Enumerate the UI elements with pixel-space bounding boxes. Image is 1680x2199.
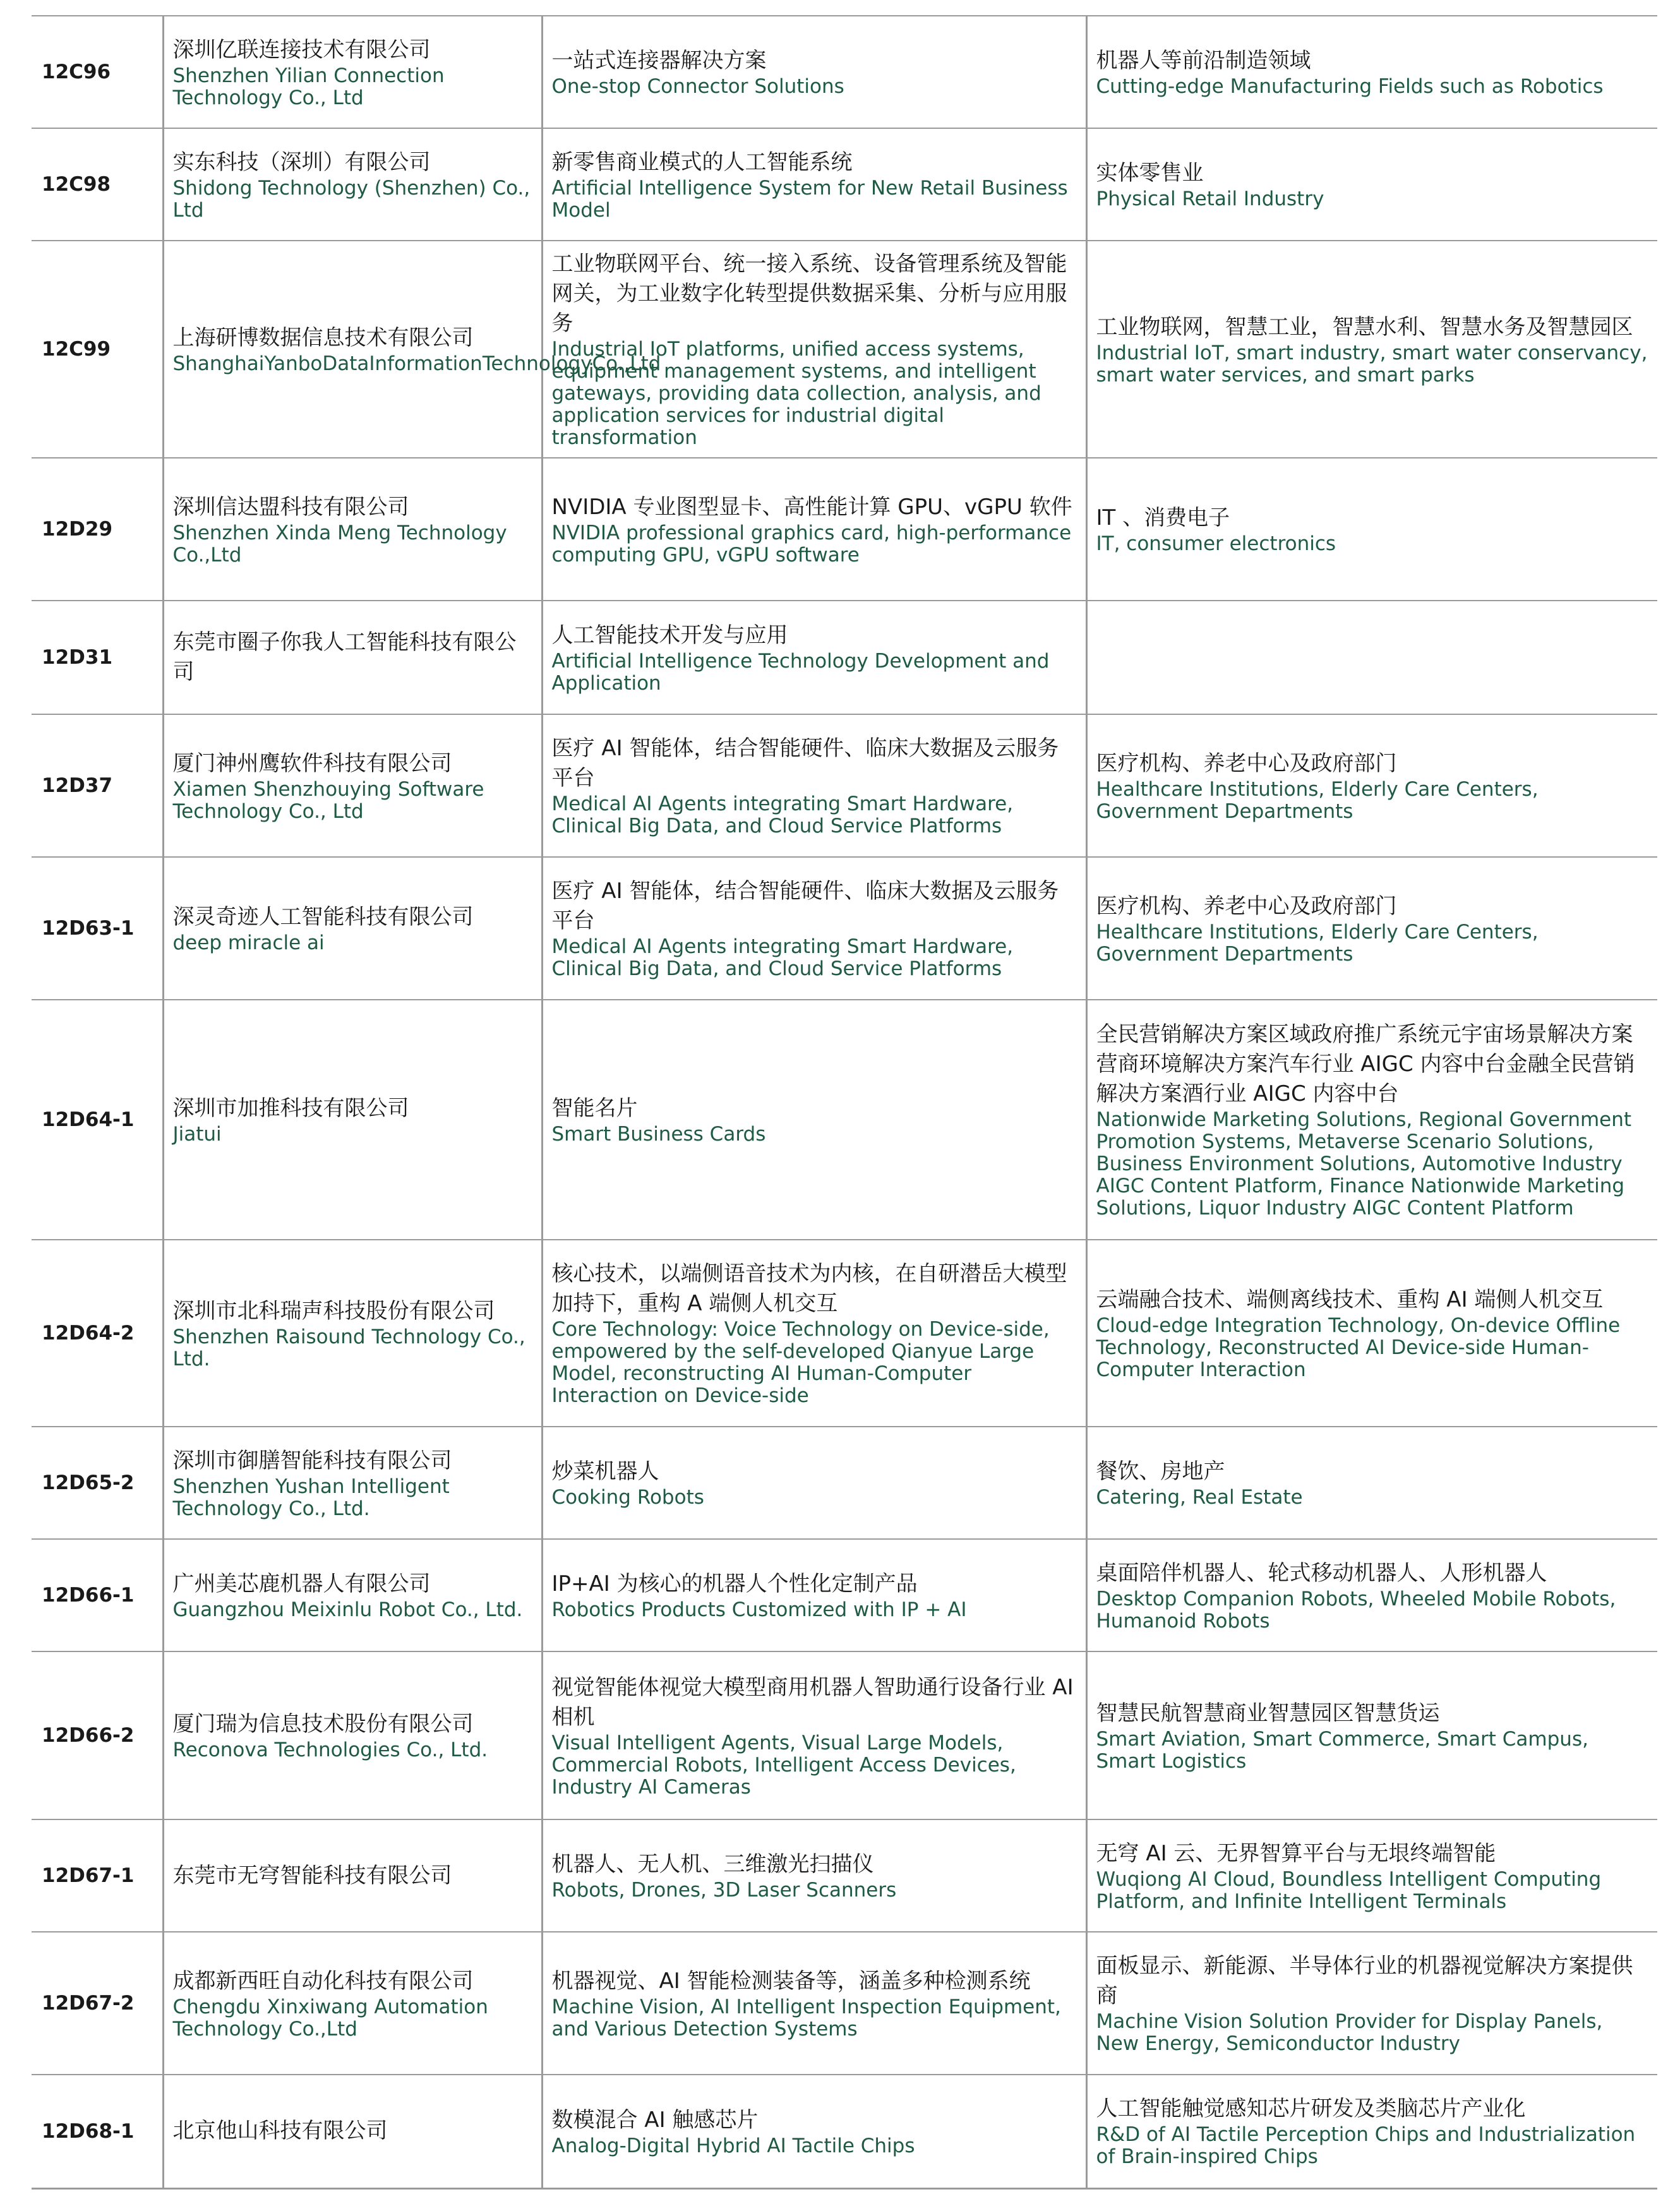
product-en-text: Cooking Robots [551, 1486, 704, 1509]
app-en-text: IT, consumer electronics [1096, 532, 1336, 555]
exhibitor-row [32, 1427, 1657, 1539]
application-cell [1086, 1539, 1657, 1651]
application-cell [1086, 714, 1657, 857]
company-cell [163, 1000, 542, 1240]
application-cell [1086, 1240, 1657, 1427]
product-en-text: Robotics Products Customized with IP + AI [551, 1598, 967, 1621]
company-zh-text: 深灵奇迹人工智能科技有限公司 [172, 904, 474, 930]
product-en-text: Machine Vision, AI Intelligent Inspection Equipment, and Various Detection Systems [551, 1995, 1061, 2040]
company-en-text: Shenzhen Yilian Connection Technology Co., Ltd [172, 64, 445, 109]
product-en-text: Medical AI Agents integrating Smart Hardware, Clinical Big Data, and Cloud Service Platforms [551, 793, 1014, 837]
company-zh-text: 东莞市圈子你我人工智能科技有限公司 [172, 630, 517, 685]
company-cell [163, 1651, 542, 1819]
product-cell [542, 857, 1086, 1000]
product-zh-text: 人工智能技术开发与应用 [551, 622, 788, 648]
exhibitor-row [32, 2075, 1657, 2188]
booth-number: 12D67-1 [42, 1864, 135, 1887]
exhibitor-rows [32, 16, 1657, 2188]
booth-number: 12D37 [42, 774, 113, 797]
product-cell [542, 1427, 1086, 1539]
booth-number: 12D64-2 [42, 1322, 135, 1345]
company-en-text: Shenzhen Xinda Meng Technology Co.,Ltd [172, 521, 507, 566]
booth-number: 12D64-1 [42, 1108, 135, 1131]
product-en-text: Artificial Intelligence Technology Development and Application [551, 649, 1050, 695]
product-zh-text: 医疗 AI 智能体，结合智能硬件、临床大数据及云服务平台 [551, 736, 1059, 791]
company-en-text: Shidong Technology (Shenzhen) Co., Ltd [172, 176, 531, 222]
product-zh-text: 工业物联网平台、统一接入系统、设备管理系统及智能网关，为工业数字化转型提供数据采集、分析与应用服务 [551, 251, 1067, 336]
exhibitor-row [32, 16, 1657, 128]
product-zh-text: 新零售商业模式的人工智能系统 [551, 149, 853, 175]
company-cell [163, 857, 542, 1000]
product-zh-text: 数模混合 AI 触感芯片 [551, 2107, 759, 2133]
booth-number: 12D66-2 [42, 1724, 135, 1747]
product-en-text: Visual Intelligent Agents, Visual Large Models, Commercial Robots, Intelligent Access Devices, Industry AI Cameras [551, 1731, 1016, 1799]
company-zh-text: 北京他山科技有限公司 [172, 2118, 388, 2144]
company-en-text: Chengdu Xinxiwang Automation Technology Co.,Ltd [172, 1995, 488, 2040]
app-zh-text: 人工智能触觉感知芯片研发及类脑芯片产业化 [1096, 2096, 1526, 2122]
company-cell [163, 1427, 542, 1539]
product-en-text: Medical AI Agents integrating Smart Hardware, Clinical Big Data, and Cloud Service Platforms [551, 935, 1014, 980]
booth-number: 12D67-2 [42, 1992, 135, 2015]
product-zh-text: 机器视觉、AI 智能检测装备等，涵盖多种检测系统 [551, 1968, 1031, 1994]
app-en-text: Physical Retail Industry [1096, 188, 1324, 210]
app-en-text: Cloud-edge Integration Technology, On-device Offline Technology, Reconstructed AI Device-side Human-Computer Interaction [1096, 1314, 1621, 1381]
company-cell [163, 1819, 542, 1932]
app-zh-text: 餐饮、房地产 [1096, 1459, 1225, 1484]
application-cell [1086, 241, 1657, 458]
product-cell [542, 1240, 1086, 1427]
company-en-text: ShanghaiYanboDataInformationTechnologyCo.,Ltd [172, 352, 661, 375]
product-zh-text: IP+AI 为核心的机器人个性化定制产品 [551, 1571, 918, 1597]
application-cell [1086, 1932, 1657, 2075]
product-cell [542, 1819, 1086, 1932]
product-cell [542, 1651, 1086, 1819]
company-zh-text: 实东科技（深圳）有限公司 [172, 149, 431, 175]
company-cell [163, 1539, 542, 1651]
app-zh-text: 智慧民航智慧商业智慧园区智慧货运 [1096, 1700, 1440, 1726]
product-en-text: One-stop Connector Solutions [551, 75, 844, 98]
product-cell [542, 2075, 1086, 2188]
company-cell [163, 601, 542, 714]
app-en-text: Machine Vision Solution Provider for Display Panels, New Energy, Semiconductor Industry [1096, 2010, 1603, 2055]
product-zh-text: 一站式连接器解决方案 [551, 48, 767, 73]
app-en-text: Cutting-edge Manufacturing Fields such as Robotics [1096, 75, 1604, 98]
product-cell [542, 16, 1086, 128]
application-cell [1086, 601, 1657, 714]
company-zh-text: 深圳亿联连接技术有限公司 [172, 37, 431, 63]
exhibitor-row [32, 1819, 1657, 1932]
product-cell [542, 128, 1086, 241]
exhibitor-row [32, 1000, 1657, 1240]
booth-number: 12C98 [42, 173, 111, 196]
application-cell [1086, 458, 1657, 601]
app-en-text: Healthcare Institutions, Elderly Care Centers, Government Departments [1096, 777, 1539, 823]
product-en-text: Core Technology: Voice Technology on Device-side, empowered by the self-developed Qianyue Large Model, reconstructing AI Human-Computer Interaction on Device-side [551, 1318, 1050, 1407]
app-en-text: Smart Aviation, Smart Commerce, Smart Campus, Smart Logistics [1096, 1727, 1588, 1773]
company-cell [163, 241, 661, 458]
product-en-text: Artificial Intelligence System for New Retail Business Model [551, 176, 1068, 222]
exhibitor-table [32, 15, 1657, 2190]
application-cell [1086, 1819, 1657, 1932]
app-en-text: Catering, Real Estate [1096, 1486, 1303, 1509]
product-cell [542, 1000, 1086, 1240]
product-zh-text: 智能名片 [551, 1096, 638, 1121]
booth-number: 12D63-1 [42, 917, 135, 940]
exhibitor-row [32, 714, 1657, 857]
exhibitor-row [32, 241, 1657, 458]
product-en-text: NVIDIA professional graphics card, high-performance computing GPU, vGPU software [551, 521, 1072, 566]
app-zh-text: 全民营销解决方案区域政府推广系统元宇宙场景解决方案营商环境解决方案汽车行业 AIGC 内容中台金融全民营销解决方案酒行业 AIGC 内容中台 [1096, 1022, 1635, 1106]
company-en-text: deep miracle ai [172, 932, 325, 954]
application-cell [1086, 2075, 1657, 2188]
app-zh-text: IT 、消费电子 [1096, 505, 1230, 530]
app-en-text: Industrial IoT, smart industry, smart water conservancy, smart water services, and smart parks [1096, 341, 1648, 386]
booth-number: 12D29 [42, 518, 113, 541]
app-en-text: Wuqiong AI Cloud, Boundless Intelligent Computing Platform, and Infinite Intelligent Terminals [1096, 1867, 1602, 1913]
product-en-text: Smart Business Cards [551, 1123, 766, 1146]
app-zh-text: 机器人等前沿制造领域 [1096, 48, 1311, 73]
product-en-text: Industrial IoT platforms, unified access systems, equipment management systems, and intelligent gateways, providing data collection, analysis, and application services for industrial digital transformation [551, 338, 1041, 449]
company-cell [163, 714, 542, 857]
company-en-text: Jiatui [172, 1123, 222, 1146]
application-cell [1086, 857, 1657, 1000]
product-cell [542, 241, 1086, 458]
company-zh-text: 上海研博数据信息技术有限公司 [172, 325, 474, 351]
exhibitor-row [32, 1651, 1657, 1819]
company-zh-text: 东莞市无穹智能科技有限公司 [172, 1862, 452, 1888]
application-cell [1086, 1651, 1657, 1819]
booth-number: 12D65-2 [42, 1471, 135, 1494]
app-zh-text: 面板显示、新能源、半导体行业的机器视觉解决方案提供商 [1096, 1953, 1633, 2008]
product-zh-text: 核心技术，以端侧语音技术为内核，在自研潜岳大模型加持下，重构 A 端侧人机交互 [551, 1261, 1067, 1316]
product-zh-text: 医疗 AI 智能体，结合智能硬件、临床大数据及云服务平台 [551, 878, 1059, 933]
product-en-text: Analog-Digital Hybrid AI Tactile Chips [551, 2134, 915, 2157]
app-en-text: Healthcare Institutions, Elderly Care Centers, Government Departments [1096, 920, 1539, 966]
company-zh-text: 深圳市加推科技有限公司 [172, 1096, 409, 1121]
app-en-text: Nationwide Marketing Solutions, Regional Government Promotion Systems, Metaverse Scenario Solutions, Business Environment Solutions, Automotive Industry AIGC Content Platform, Finance Nationwide Marketing Solutions, Liquor Industry AIGC Content Platform [1096, 1108, 1632, 1219]
application-cell [1086, 128, 1657, 241]
app-en-text: Desktop Companion Robots, Wheeled Mobile Robots, Humanoid Robots [1096, 1587, 1616, 1633]
product-zh-text: NVIDIA 专业图型显卡、高性能计算 GPU、vGPU 软件 [551, 494, 1072, 520]
app-zh-text: 医疗机构、养老中心及政府部门 [1096, 893, 1397, 919]
application-cell [1086, 1427, 1657, 1539]
booth-number: 12D66-1 [42, 1584, 135, 1607]
app-zh-text: 工业物联网，智慧工业，智慧水利、智慧水务及智慧园区 [1096, 314, 1633, 340]
app-zh-text: 云端融合技术、端侧离线技术、重构 AI 端侧人机交互 [1096, 1287, 1604, 1312]
company-zh-text: 厦门瑞为信息技术股份有限公司 [172, 1711, 474, 1737]
company-zh-text: 深圳市北科瑞声科技股份有限公司 [172, 1298, 495, 1324]
exhibitor-row [32, 1539, 1657, 1651]
booth-number: 12D68-1 [42, 2119, 135, 2143]
booth-number: 12C96 [42, 61, 111, 83]
product-zh-text: 视觉智能体视觉大模型商用机器人智助通行设备行业 AI 相机 [551, 1674, 1074, 1730]
company-cell [163, 16, 542, 128]
company-cell [163, 2075, 542, 2188]
app-zh-text: 实体零售业 [1096, 160, 1204, 186]
product-cell [542, 714, 1086, 857]
company-en-text: Xiamen Shenzhouying Software Technology Co., Ltd [172, 777, 484, 823]
company-en-text: Reconova Technologies Co., Ltd. [172, 1739, 488, 1761]
product-cell [542, 1932, 1086, 2075]
product-cell [542, 601, 1086, 714]
app-zh-text: 桌面陪伴机器人、轮式移动机器人、人形机器人 [1096, 1560, 1547, 1586]
exhibitor-row [32, 1240, 1657, 1427]
product-zh-text: 炒菜机器人 [551, 1459, 659, 1484]
product-en-text: Robots, Drones, 3D Laser Scanners [551, 1879, 897, 1902]
company-cell [163, 1932, 542, 2075]
application-cell [1086, 16, 1657, 128]
company-en-text: Shenzhen Yushan Intelligent Technology Co., Ltd. [172, 1475, 450, 1520]
company-zh-text: 成都新西旺自动化科技有限公司 [172, 1968, 474, 1994]
product-zh-text: 机器人、无人机、三维激光扫描仪 [551, 1852, 874, 1877]
product-cell [542, 458, 1086, 601]
company-zh-text: 深圳信达盟科技有限公司 [172, 494, 409, 520]
application-cell [1086, 1000, 1657, 1240]
app-en-text: R&D of AI Tactile Perception Chips and Industrialization of Brain-inspired Chips [1096, 2123, 1636, 2169]
company-zh-text: 广州美芯鹿机器人有限公司 [172, 1571, 431, 1597]
product-cell [542, 1539, 1086, 1651]
company-cell [163, 1240, 542, 1427]
company-cell [163, 458, 542, 601]
company-en-text: Shenzhen Raisound Technology Co., Ltd. [172, 1325, 525, 1370]
exhibitor-row [32, 857, 1657, 1000]
app-zh-text: 医疗机构、养老中心及政府部门 [1096, 750, 1397, 776]
company-en-text: Guangzhou Meixinlu Robot Co., Ltd. [172, 1598, 523, 1621]
company-zh-text: 深圳市御膳智能科技有限公司 [172, 1447, 452, 1473]
booth-number: 12D31 [42, 646, 113, 669]
company-zh-text: 厦门神州鹰软件科技有限公司 [172, 750, 452, 776]
app-zh-text: 无穹 AI 云、无界智算平台与无垠终端智能 [1096, 1840, 1496, 1866]
booth-number: 12C99 [42, 338, 111, 361]
exhibitor-row [32, 128, 1657, 241]
exhibitor-row [32, 601, 1657, 714]
company-cell [163, 128, 542, 241]
exhibitor-row [32, 458, 1657, 601]
exhibitor-row [32, 1932, 1657, 2075]
